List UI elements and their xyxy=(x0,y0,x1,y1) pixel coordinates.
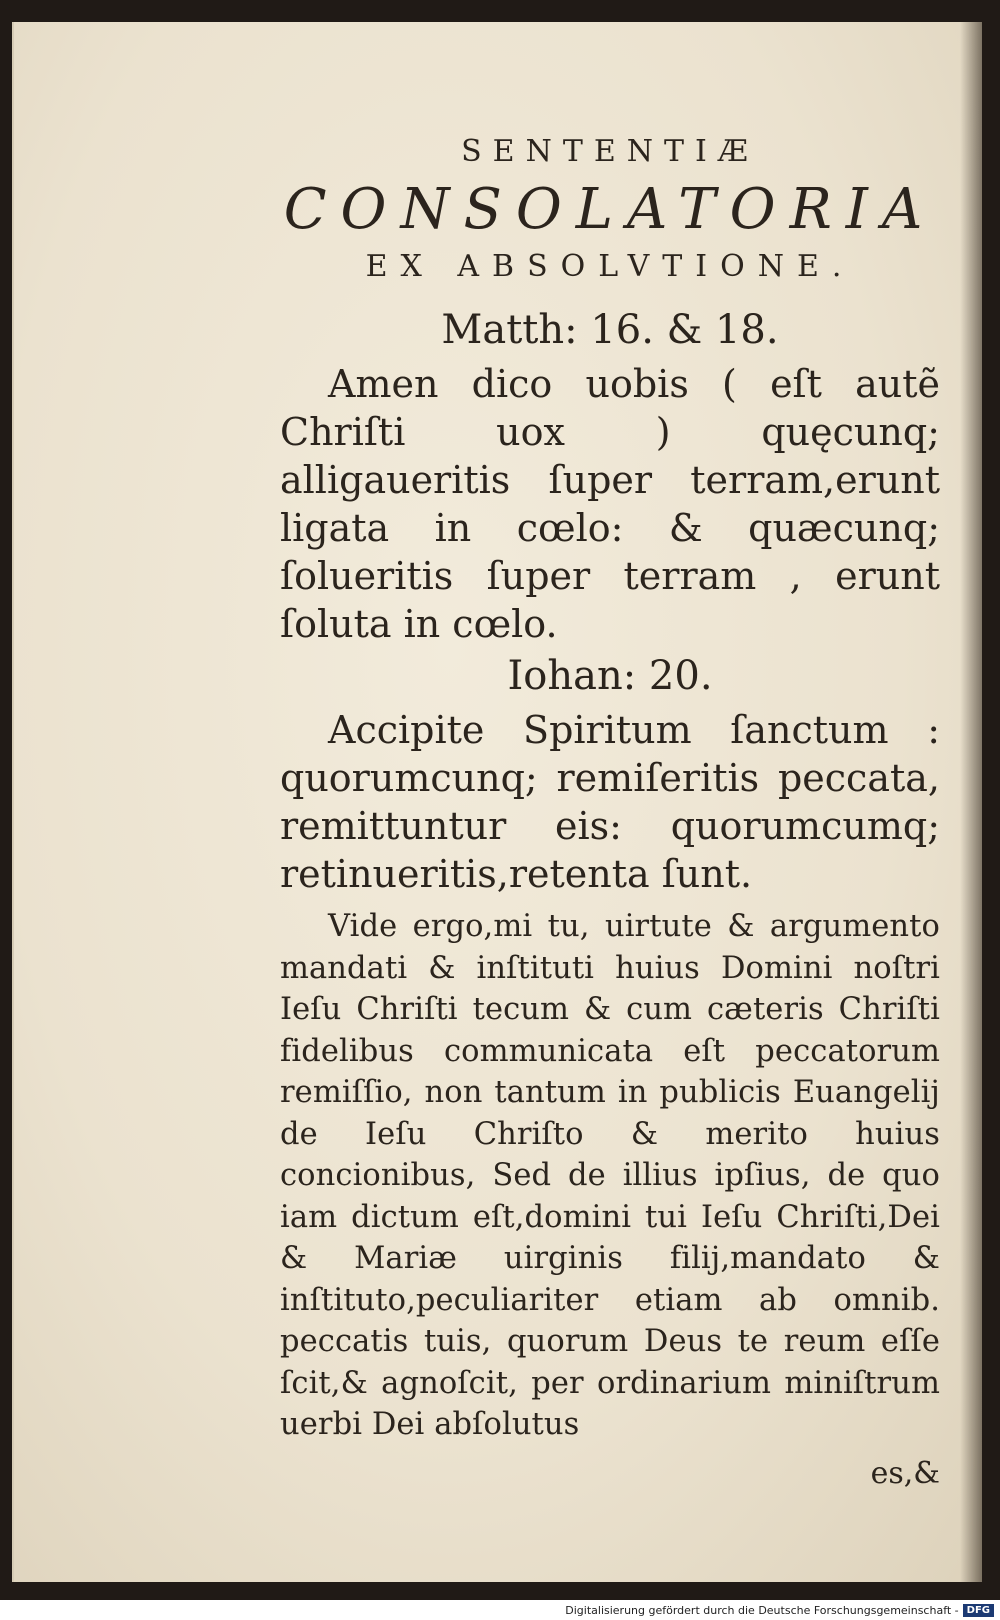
scripture-reference-john: Iohan: 20. xyxy=(507,653,713,699)
running-title: SENTENTIÆ xyxy=(461,134,759,169)
catchword: es,& xyxy=(870,1455,940,1491)
footer-credit: Digitalisierung gefördert durch die Deutsche Forschungsgemeinschaft - xyxy=(565,1603,959,1617)
sub-title: EX ABSOLVTIONE. xyxy=(365,249,855,284)
main-title: CONSOLATORIA xyxy=(283,177,937,242)
page-text-block xyxy=(280,112,940,1496)
digitization-footer xyxy=(0,1600,1000,1620)
commentary-paragraph: Vide ergo,mi tu, uirtute & argumento mandati & inſtituti huius Domini noſtri Ieſu Chriſti tecum & cum cæteris Chriſti fidelibus communicata eſt peccatorum remiſſio, non tantum in publicis Euangelij de Ieſu Chriſto & merito huius concionibus, Sed de illius ipſius, de quo iam dictum eſt,domini tui Ieſu Chriſti,Dei & Mariæ uirginis filij,mandato & inſtituto,peculiariter etiam ab omnib. peccatis tuis, quorum Deus te reum eſſe ſcit,& agnoſcit, per ordinarium miniſtrum uerbi Dei abſolutus xyxy=(280,909,940,1442)
spine-shadow xyxy=(960,22,982,1582)
verse-john: Accipite Spiritum ſanctum : quorumcunq; remiſeritis peccata, remittuntur eis: quorumcumq; retinueritis,retenta ſunt. xyxy=(280,708,940,896)
verse-matthew: Amen dico uobis ( eſt autẽ Chriſti uox ) quęcunq; alligaueritis ſuper terram,erunt ligata in cœlo: & quæcunq; ſolueritis ſuper terram , erunt ſoluta in cœlo. xyxy=(280,362,940,646)
book-page xyxy=(12,22,982,1582)
scripture-reference-matthew: Matth: 16. & 18. xyxy=(441,307,779,353)
dfg-logo: DFG xyxy=(963,1604,994,1617)
